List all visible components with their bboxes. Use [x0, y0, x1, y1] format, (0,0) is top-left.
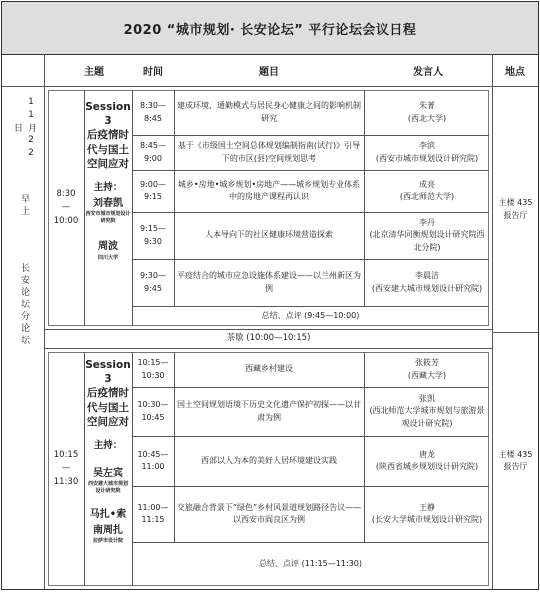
talk-a1-speaker: 朱菁 (西北大学) [407, 101, 447, 123]
header-topic: 主题 [84, 66, 104, 78]
date-text: 11月22日 [12, 97, 36, 161]
session-a-topic [84, 90, 132, 326]
schedule-page [1, 1, 539, 590]
header-place: 地点 [505, 66, 525, 78]
talk-a5-time: 9:30— 9:45 [140, 271, 166, 293]
session-a-time-range: 8:30 — 10:00 [53, 189, 79, 226]
session-b-label: Session 3 [85, 359, 131, 386]
session-a-host-2-name: 周波 [98, 241, 118, 253]
session-a-host-1-aff: 西安市城市规划设计研究院 [85, 211, 131, 225]
talk-a4-title: 人本导向下的社区健康环境营造探索 [205, 230, 333, 240]
talk-a4-time: 9:15— 9:30 [140, 224, 166, 246]
talk-b1-speaker: 张筱芳 (西藏大学) [407, 358, 447, 380]
talk-a2-speaker: 李滨 (西安市城市规划设计研究院) [375, 141, 479, 163]
session-b-title: 后疫情时代与国土空间应对 [87, 387, 129, 428]
session-b-host-1-aff: 西安建大城市规划设计研究院 [87, 481, 128, 495]
session-a-host-1-name: 刘春凯 [93, 197, 123, 209]
talk-b2-time: 10:30— 10:45 [137, 400, 169, 422]
tea-break: 茶歇 (10:00—10:15) [226, 333, 311, 344]
talk-a4-speaker: 李丹 (北京清华同衡规划设计研究院西北分院) [369, 217, 485, 252]
session-a-label: Session 3 [85, 101, 131, 128]
talk-b3-speaker: 唐龙 (陕西省城乡规划设计研究院) [375, 449, 479, 471]
session-b-host-2-name: 马扎•索南周扎 [89, 509, 127, 536]
session-a-title: 后疫情时代与国土空间应对 [87, 129, 129, 170]
session-b-topic [84, 352, 132, 586]
date-cell [2, 87, 44, 367]
talk-a2-time: 8:45— 9:00 [140, 141, 166, 163]
talk-a2-title: 基于《市级国土空间总体规划编制指南(试行)》引导下的市区(县)空间规划思考 [177, 141, 361, 163]
talk-b2-speaker: 张凯 (西北师范大学城市规划与旅游景观设计研究院) [369, 393, 485, 428]
session-b-time-range: 10:15 — 11:30 [53, 450, 79, 487]
session-a-host-2-aff: 四川大学 [97, 254, 118, 261]
period-text: 早上 [18, 194, 29, 218]
talk-b3-time: 10:45— 11:00 [137, 449, 169, 471]
session-a-place: 主楼 435 报告厅 [498, 198, 533, 220]
talk-b4-title: 交旅融合背景下“绿色”乡村风景道规划路径告议——以西安市阎良区为例 [176, 502, 362, 524]
session-b-place: 主楼 435 报告厅 [498, 449, 533, 471]
page-title: 2020 “城市规划· 长安论坛” 平行论坛会议日程 [2, 2, 538, 55]
talk-a1-time: 8:30— 8:45 [140, 101, 166, 123]
talk-a3-speaker: 成亮 (西北师范大学) [399, 179, 455, 201]
session-a-host-label: 主持： [93, 181, 123, 193]
session-b-host-2-aff: 拉萨市设计院 [92, 538, 123, 545]
session-b-host-1-name: 吴左宾 [93, 467, 123, 479]
talk-b3-title: 西部以人为本的美好人居环境建设实践 [201, 455, 337, 465]
session-b-summary: 总结、点评 (11:15—11:30) [259, 558, 362, 568]
session-a-summary: 总结、点评 (9:45—10:00) [261, 310, 360, 320]
header-subject: 题目 [259, 66, 279, 78]
talk-b4-time: 11:00— 11:15 [137, 502, 169, 524]
session-b-host-label: 主持： [93, 439, 123, 451]
talk-a1-title: 建成环境、通勤模式与居民身心健康之间的影响机制研究 [177, 101, 361, 123]
forum-text: 长安论坛分论坛 [18, 263, 29, 347]
talk-a3-title: 城乡•房地•城乡规划•房地产——城乡规划专业体系中的房地产课程再认识 [177, 179, 361, 201]
talk-b4-speaker: 王静 (长安大学城市规划设计研究院) [371, 502, 483, 524]
header-speaker: 发言人 [413, 66, 443, 78]
header-time: 时间 [143, 66, 163, 78]
talk-a5-speaker: 李晨洁 (西安建大城市规划设计研究院) [371, 271, 483, 293]
talk-b1-time: 10:15— 10:30 [137, 358, 169, 380]
talk-b1-title: 西藏乡村建设 [245, 364, 293, 374]
talk-a5-title: 平疫结合的城市应急设施体系建设——以兰州新区为例 [177, 271, 361, 293]
talk-b2-title: 国土空间规划语境下历史文化遗产保护初探——以甘肃为例 [177, 400, 361, 422]
talk-a3-time: 9:00— 9:15 [140, 179, 166, 201]
